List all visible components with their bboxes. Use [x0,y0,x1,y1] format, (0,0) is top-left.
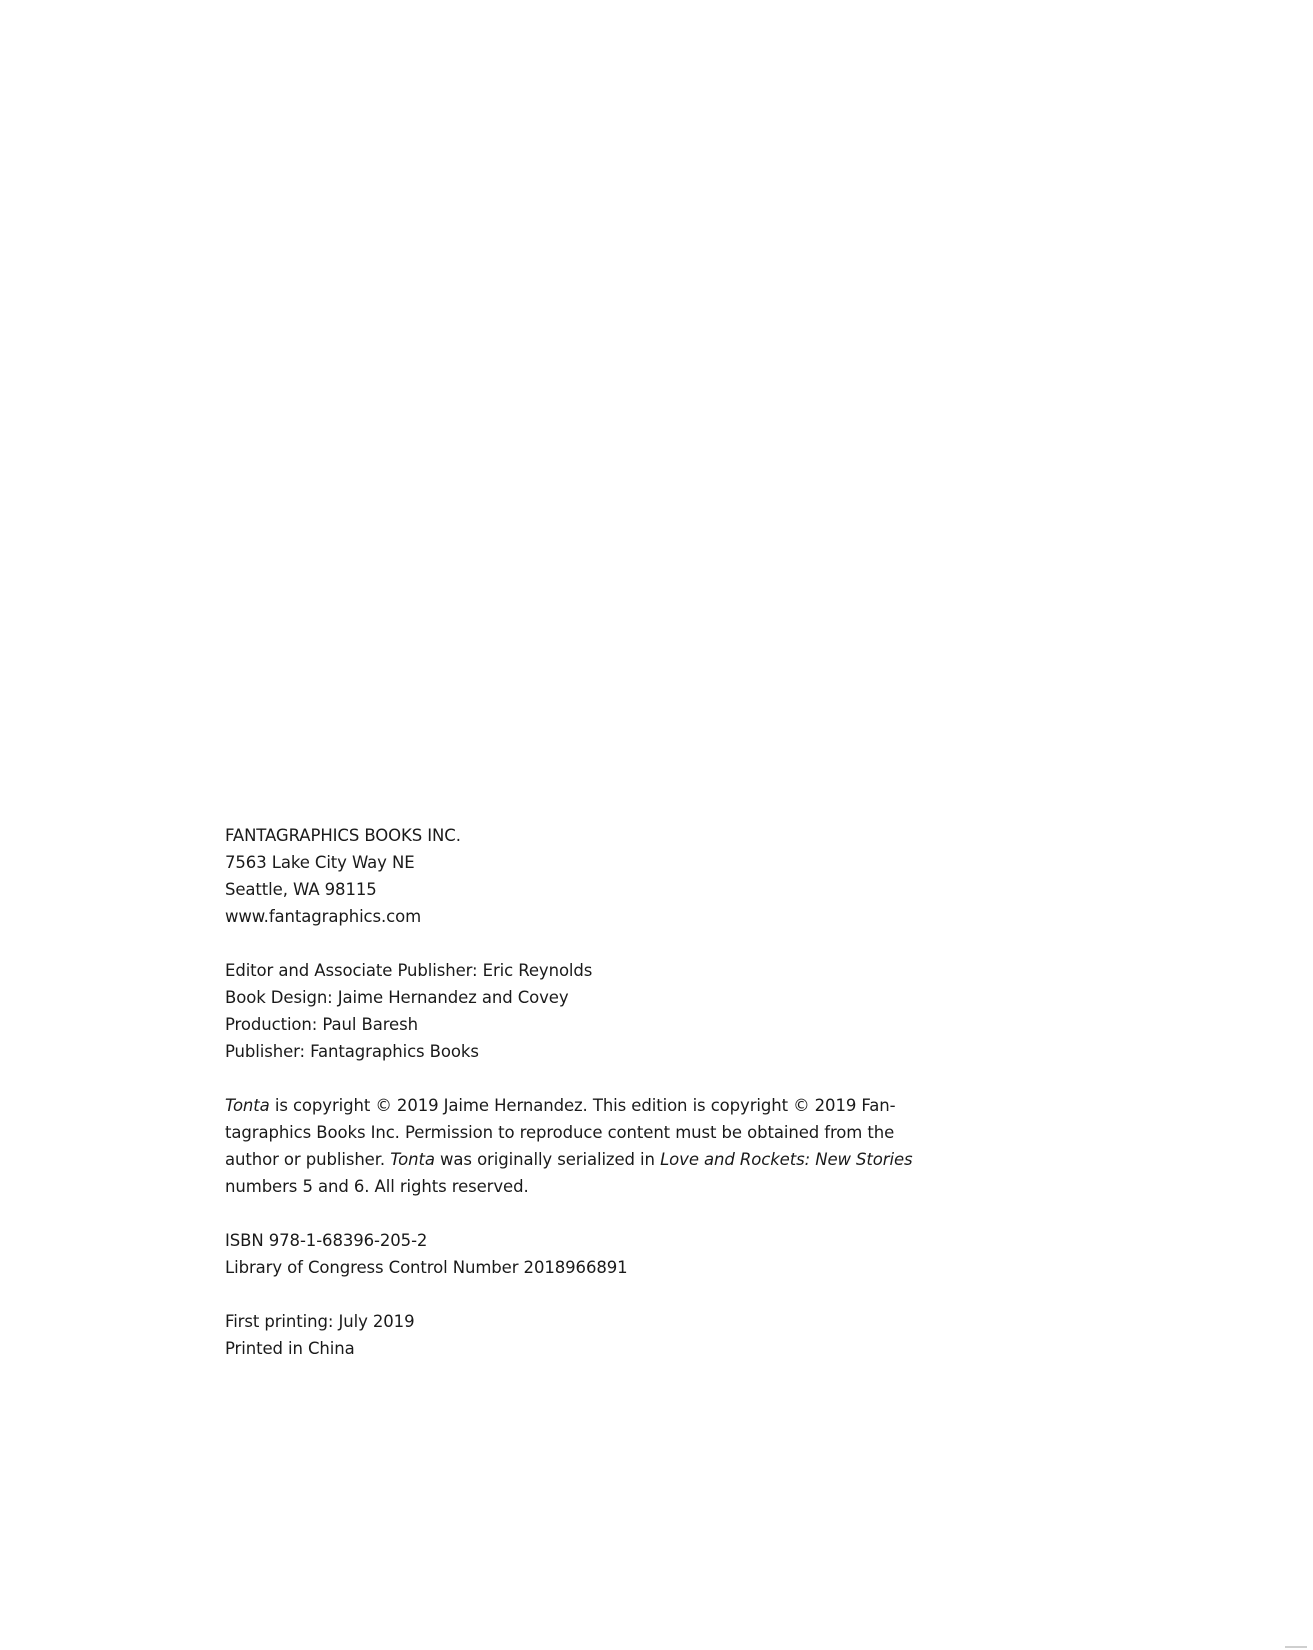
publisher-city: Seattle, WA 98115 [225,880,377,899]
copyright-line-3 [225,1146,913,1173]
copyright-page-colophon [225,822,913,1362]
copyright-line-3-mid: was originally serialized in [434,1150,661,1169]
copyright-line-1-text: is copyright © 2019 Jaime Hernandez. This edition is copyright © 2019 Fan- [269,1096,896,1115]
page-corner-mark [1285,1646,1307,1648]
series-title: Love and Rockets: New Stories [660,1150,913,1169]
book-title: Tonta [390,1150,435,1169]
credit-publisher: Publisher: Fantagraphics Books [225,1042,479,1061]
copyright-line-1 [225,1092,896,1119]
copyright-line-4: numbers 5 and 6. All rights reserved. [225,1177,529,1196]
book-title: Tonta [225,1096,270,1115]
publisher-address-block [225,822,855,930]
printed-in: Printed in China [225,1339,355,1358]
credits-block [225,957,855,1065]
copyright-line-2: tagraphics Books Inc. Permission to reproduce content must be obtained from the [225,1123,895,1142]
first-printing: First printing: July 2019 [225,1312,415,1331]
copyright-notice [225,1092,913,1200]
printing-block [225,1308,855,1362]
lccn: Library of Congress Control Number 2018966891 [225,1258,628,1277]
publisher-name: FANTAGRAPHICS BOOKS INC. [225,826,461,845]
identifiers-block [225,1227,855,1281]
credit-design: Book Design: Jaime Hernandez and Covey [225,988,569,1007]
publisher-street: 7563 Lake City Way NE [225,853,415,872]
isbn: ISBN 978-1-68396-205-2 [225,1231,428,1250]
publisher-website: www.fantagraphics.com [225,907,422,926]
credit-editor: Editor and Associate Publisher: Eric Reynolds [225,961,593,980]
credit-production: Production: Paul Baresh [225,1015,418,1034]
copyright-line-3-start: author or publisher. [225,1150,391,1169]
